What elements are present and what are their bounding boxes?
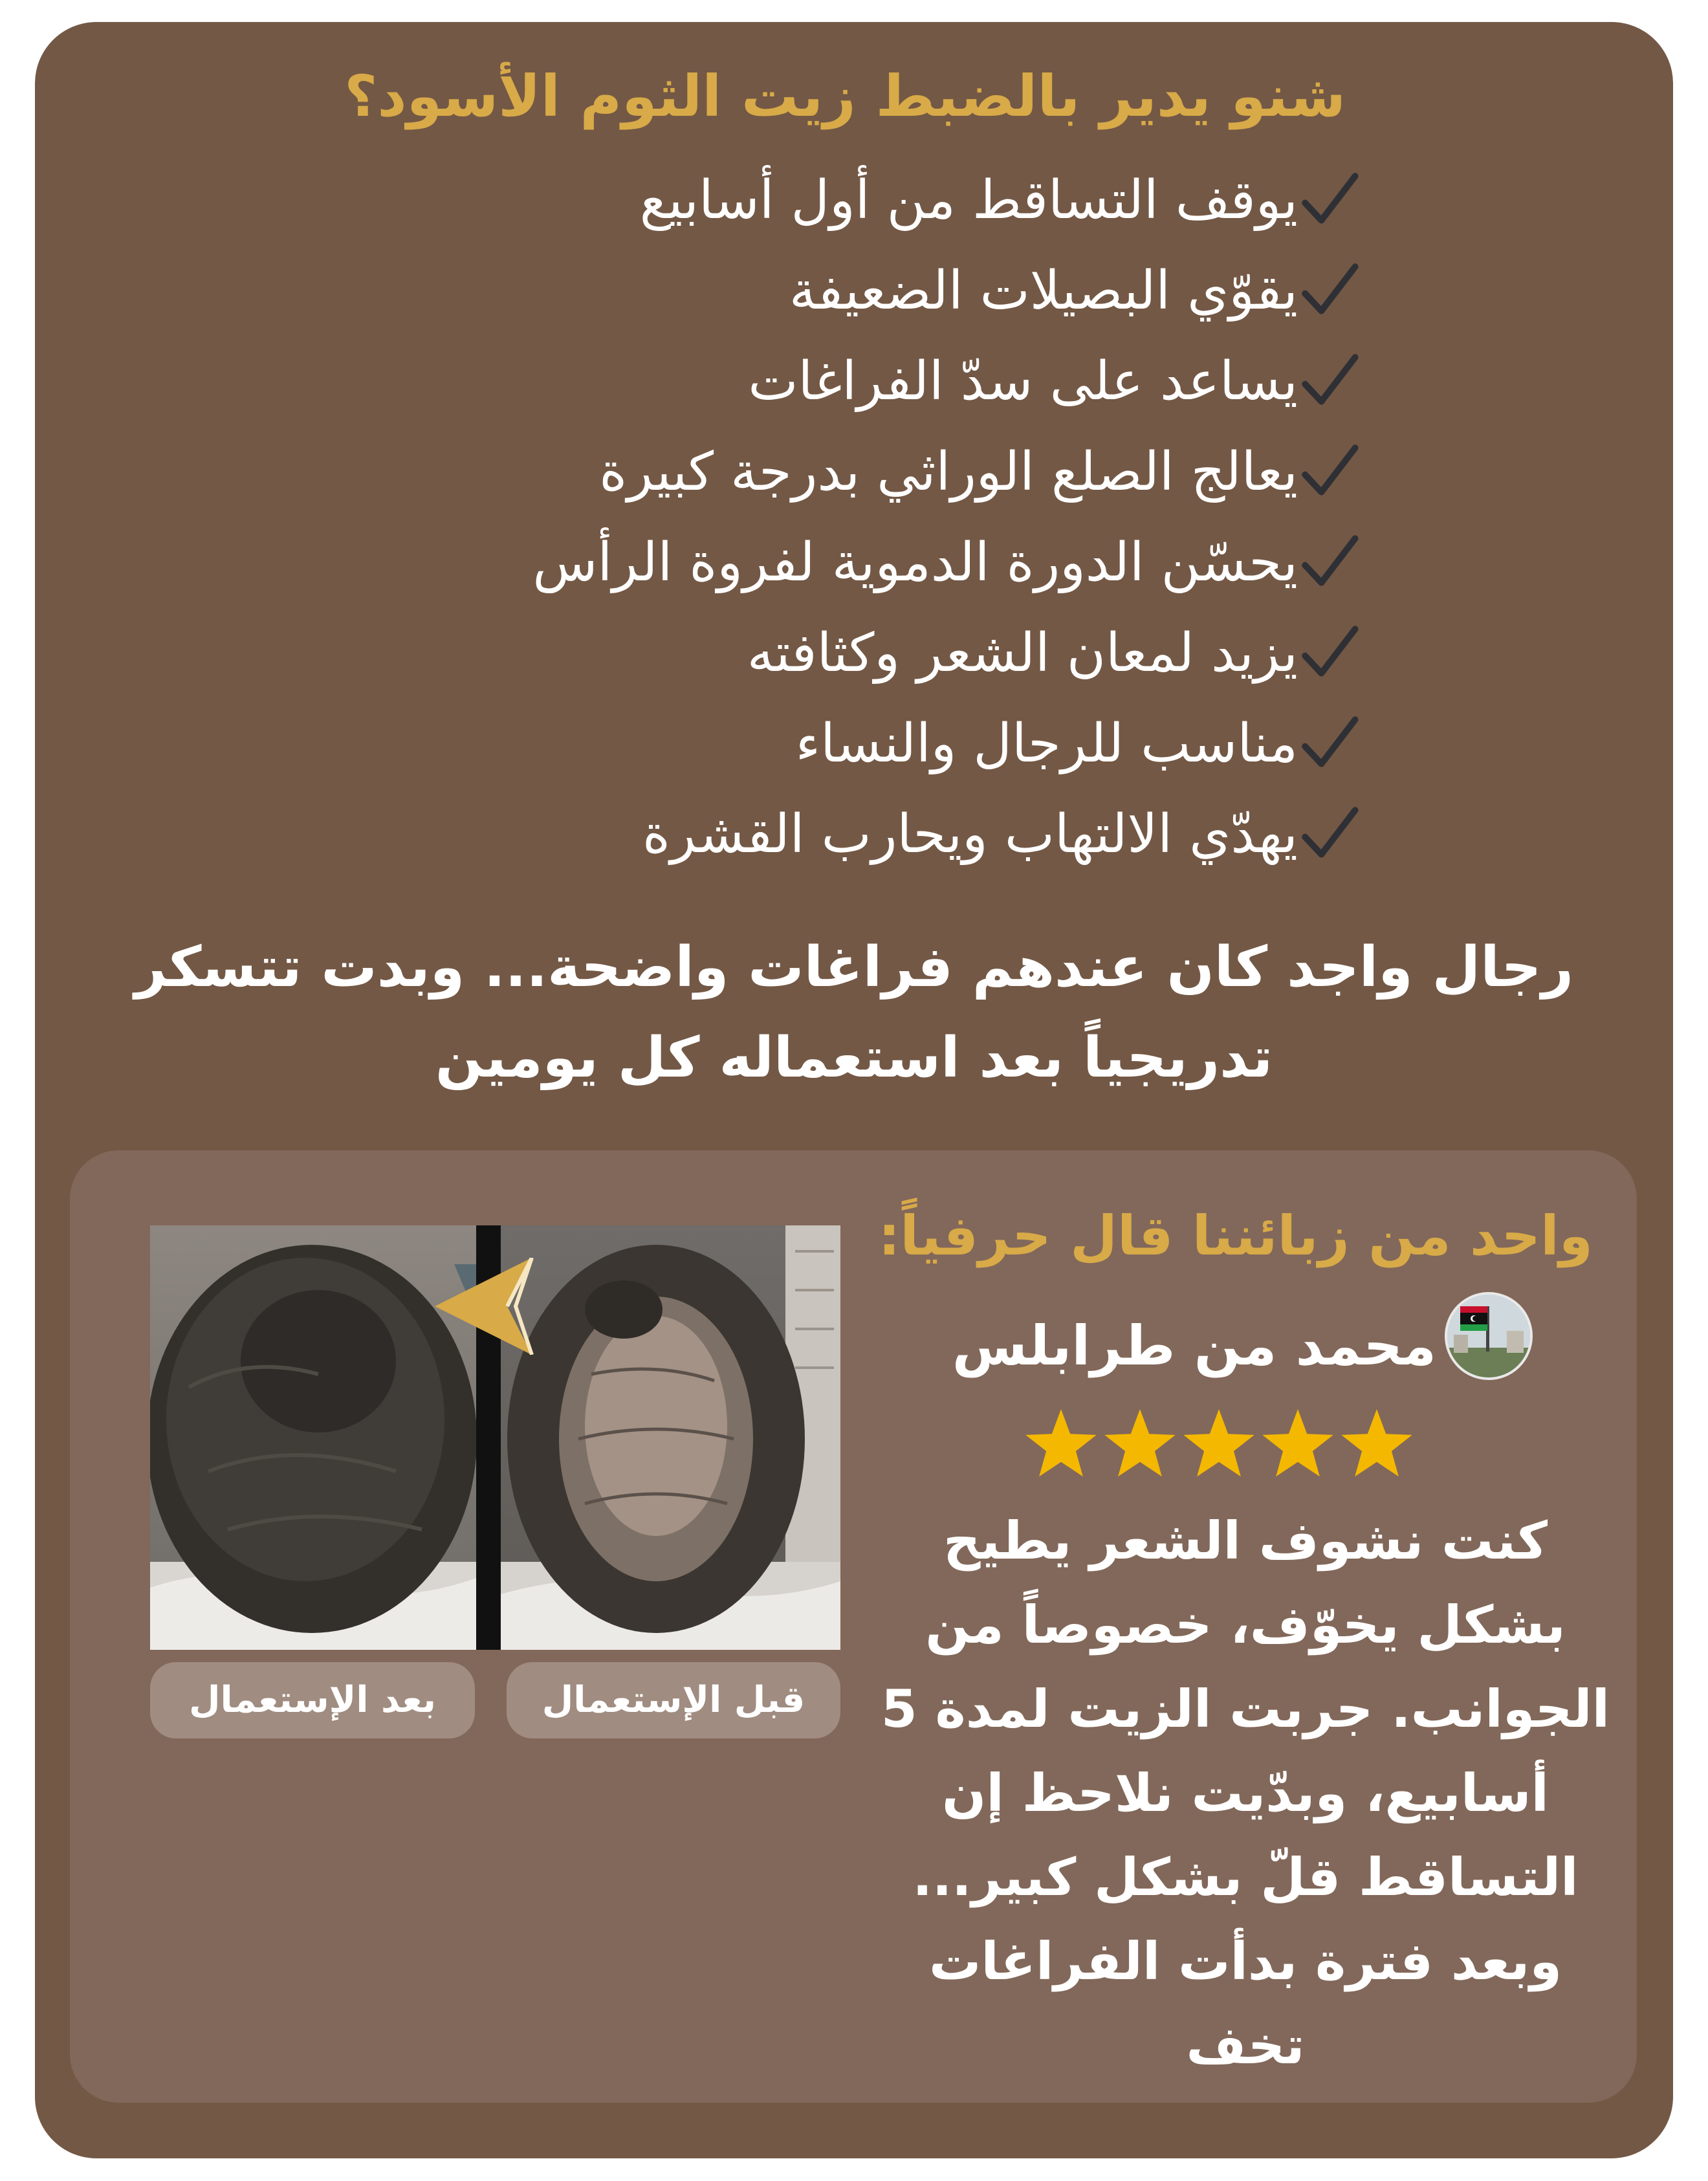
star-icon [1022,1405,1100,1483]
after-photo [150,1225,476,1650]
after-label: بعد الإستعمال [150,1662,475,1738]
check-icon [1300,806,1359,864]
star-icon [1180,1405,1258,1483]
benefits-list [532,155,1359,880]
benefit-label: يساعد على سدّ الفراغات [748,351,1298,412]
reviewer-name: محمد من طرابلس [952,1314,1436,1377]
star-icon [1259,1405,1337,1483]
benefit-label: يهدّي الالتهاب ويحارب القشرة [642,804,1298,865]
avatar-image [1447,1295,1530,1377]
check-icon [1300,262,1359,320]
check-icon [1300,715,1359,773]
benefit-item [532,155,1359,246]
check-icon [1300,534,1359,592]
avatar [1445,1292,1533,1380]
review-text: كنت نشوف الشعر يطيح بشكل يخوّف، خصوصاً من الجوانب. جربت الزيت لمدة 5 أسابيع، وبدّيت نلاحظ إن التساقط قلّ بشكل كبير... وبعد فترة بدأت الفراغات تخف [881,1511,1610,2076]
benefit-label: يعالج الصلع الوراثي بدرجة كبيرة [599,441,1298,503]
check-icon [1300,171,1359,230]
check-icon [1300,624,1359,683]
check-icon [1300,443,1359,501]
benefit-label: يقوّي البصيلات الضعيفة [789,260,1298,322]
benefit-item [532,427,1359,518]
section-heading: شنو يدير بالضبط زيت الثوم الأسود؟ [344,63,1346,129]
benefit-item [532,336,1359,427]
benefit-item [532,789,1359,880]
benefit-label: يحسّن الدورة الدموية لفروة الرأس [532,532,1298,593]
star-icon [1101,1405,1179,1483]
claim-line-2: تدريجياً بعد استعماله كل يومين [435,1025,1273,1090]
benefit-item [532,699,1359,789]
star-icon [1338,1405,1416,1483]
check-icon [1300,353,1359,411]
before-after-photo [150,1225,840,1650]
benefit-label: مناسب للرجال والنساء [795,713,1298,774]
benefit-item [532,246,1359,336]
benefit-item [532,608,1359,699]
claim-line-1: رجال واجد كان عندهم فراغات واضحة... وبدت تتسكر [134,935,1574,1000]
star-rating [1022,1405,1417,1483]
head-before-image [501,1225,840,1650]
benefit-label: يزيد لمعان الشعر وكثافته [747,622,1298,684]
review-title: واحد من زبائننا قال حرفياً: [878,1204,1593,1267]
benefit-label: يوقف التساقط من أول أسابيع [639,170,1298,231]
results-claim [84,922,1624,1103]
chevron-left-icon [435,1258,538,1355]
before-photo [501,1225,840,1650]
benefit-item [532,518,1359,608]
before-label: قبل الإستعمال [507,1662,840,1738]
head-after-image [150,1225,476,1650]
